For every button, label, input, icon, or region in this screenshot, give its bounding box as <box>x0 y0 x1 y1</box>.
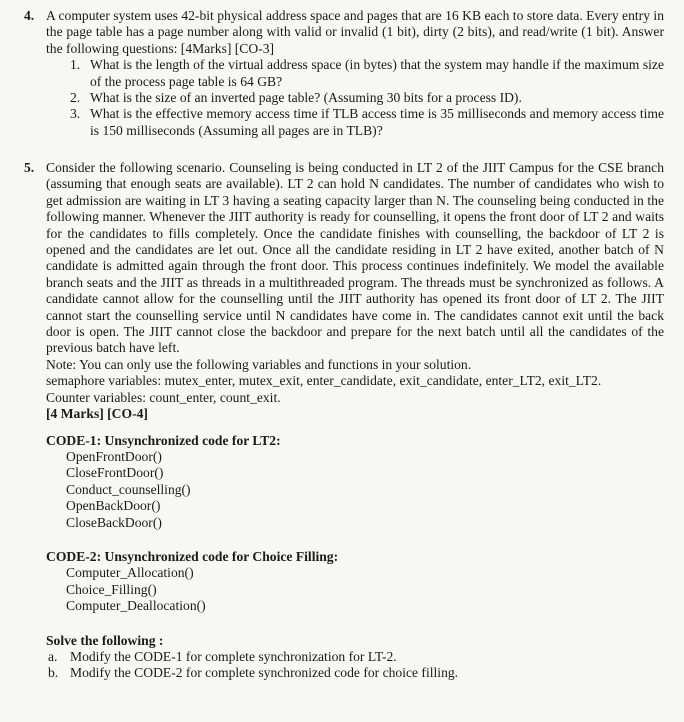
scenario-paragraph: Consider the following scenario. Counseling is being conducted in LT 2 of the JIIT Campus for the CSE branch (assuming that enough seats are available). LT 2 can hold N candidates. The number of candidates who wish to get admission are waiting in LT 3 having a seating capacity larger than N. The counseling being conducted in the following manner. Whenever the JIIT authority is ready for counselling, it opens the front door of LT 2 and waits for the candidates to fills completely. Once the candidate finishes with counselling, the backdoor of LT 2 is opened and the candidates are let out. Once all the candidate residing in LT 2 have exited, another batch of N candidate is admitted again through the front door. This process continues indefinitely. We model the available branch seats and the JIIT as threads in a multithreaded program. The threads must be synchronized as follows. A candidate cannot allow for the counselling until the JIIT authority has opened its front door of LT 2. The JIIT cannot start the counselling service until N candidates have come in. The candidates cannot exit until the back door is open. The JIIT cannot close the backdoor and prepare for the next batch until all the candidates of the previous batch have left. <box>46 160 664 356</box>
code-line: CloseBackDoor() <box>66 514 162 530</box>
solve-item-letter: b. <box>48 665 59 681</box>
code-2-title: CODE-2: Unsynchronized code for Choice Filling: <box>46 548 339 564</box>
code-line: OpenBackDoor() <box>66 498 161 514</box>
code-line: Computer_Allocation() <box>66 565 194 581</box>
question-number: 4. <box>24 8 35 23</box>
solve-item-letter: a. <box>48 648 58 664</box>
solve-item-text: Modify the CODE-1 for complete synchronization for LT-2. <box>70 648 397 664</box>
question-intro: A computer system uses 42-bit physical address space and pages that are 16 KB each to store data. Every entry in the page table has a page number along with valid or invalid (1 bit), dirty (2 bits), and read/write (1 bit). Answer the following questions: [4Marks] [CO-3] <box>46 8 664 56</box>
solve-item <box>46 649 664 665</box>
sub-question-text: What is the effective memory access time if TLB access time is 35 milliseconds and memory access time is 150 milliseconds (Assuming all pages are in TLB)? <box>90 106 664 138</box>
sub-question-number: 1. <box>70 57 81 73</box>
sub-question-text: What is the size of an inverted page table? (Assuming 30 bits for a process ID). <box>90 90 522 106</box>
code-line: CloseFrontDoor() <box>66 465 164 481</box>
question-body <box>46 8 664 139</box>
question-body <box>46 160 664 682</box>
marks-label: [4 Marks] [CO-4] <box>46 406 148 422</box>
sub-question-text: What is the length of the virtual address space (in bytes) that the system may handle if the maximum size of the process page table is 64 GB? <box>90 57 664 89</box>
sub-question-number: 3. <box>70 106 81 122</box>
solve-item <box>46 665 664 681</box>
sub-question <box>46 106 664 139</box>
code-line: Computer_Deallocation() <box>66 598 206 614</box>
code-1-title: CODE-1: Unsynchronized code for LT2: <box>46 432 281 448</box>
sub-question <box>46 57 664 90</box>
solve-item-text: Modify the CODE-2 for complete synchronized code for choice filling. <box>70 665 459 681</box>
code-line: Choice_Filling() <box>66 581 157 597</box>
counter-variables: Counter variables: count_enter, count_exit. <box>46 389 281 405</box>
note-text: Note: You can only use the following variables and functions in your solution. <box>46 356 472 372</box>
solve-title: Solve the following : <box>46 632 164 648</box>
sub-question-number: 2. <box>70 90 81 106</box>
code-line: OpenFrontDoor() <box>66 448 162 464</box>
semaphore-variables: semaphore variables: mutex_enter, mutex_exit, enter_candidate, exit_candidate, enter_LT2, exit_LT2. <box>46 373 602 389</box>
sub-question <box>46 90 664 106</box>
code-line: Conduct_counselling() <box>66 481 191 497</box>
question-number: 5. <box>24 160 35 175</box>
